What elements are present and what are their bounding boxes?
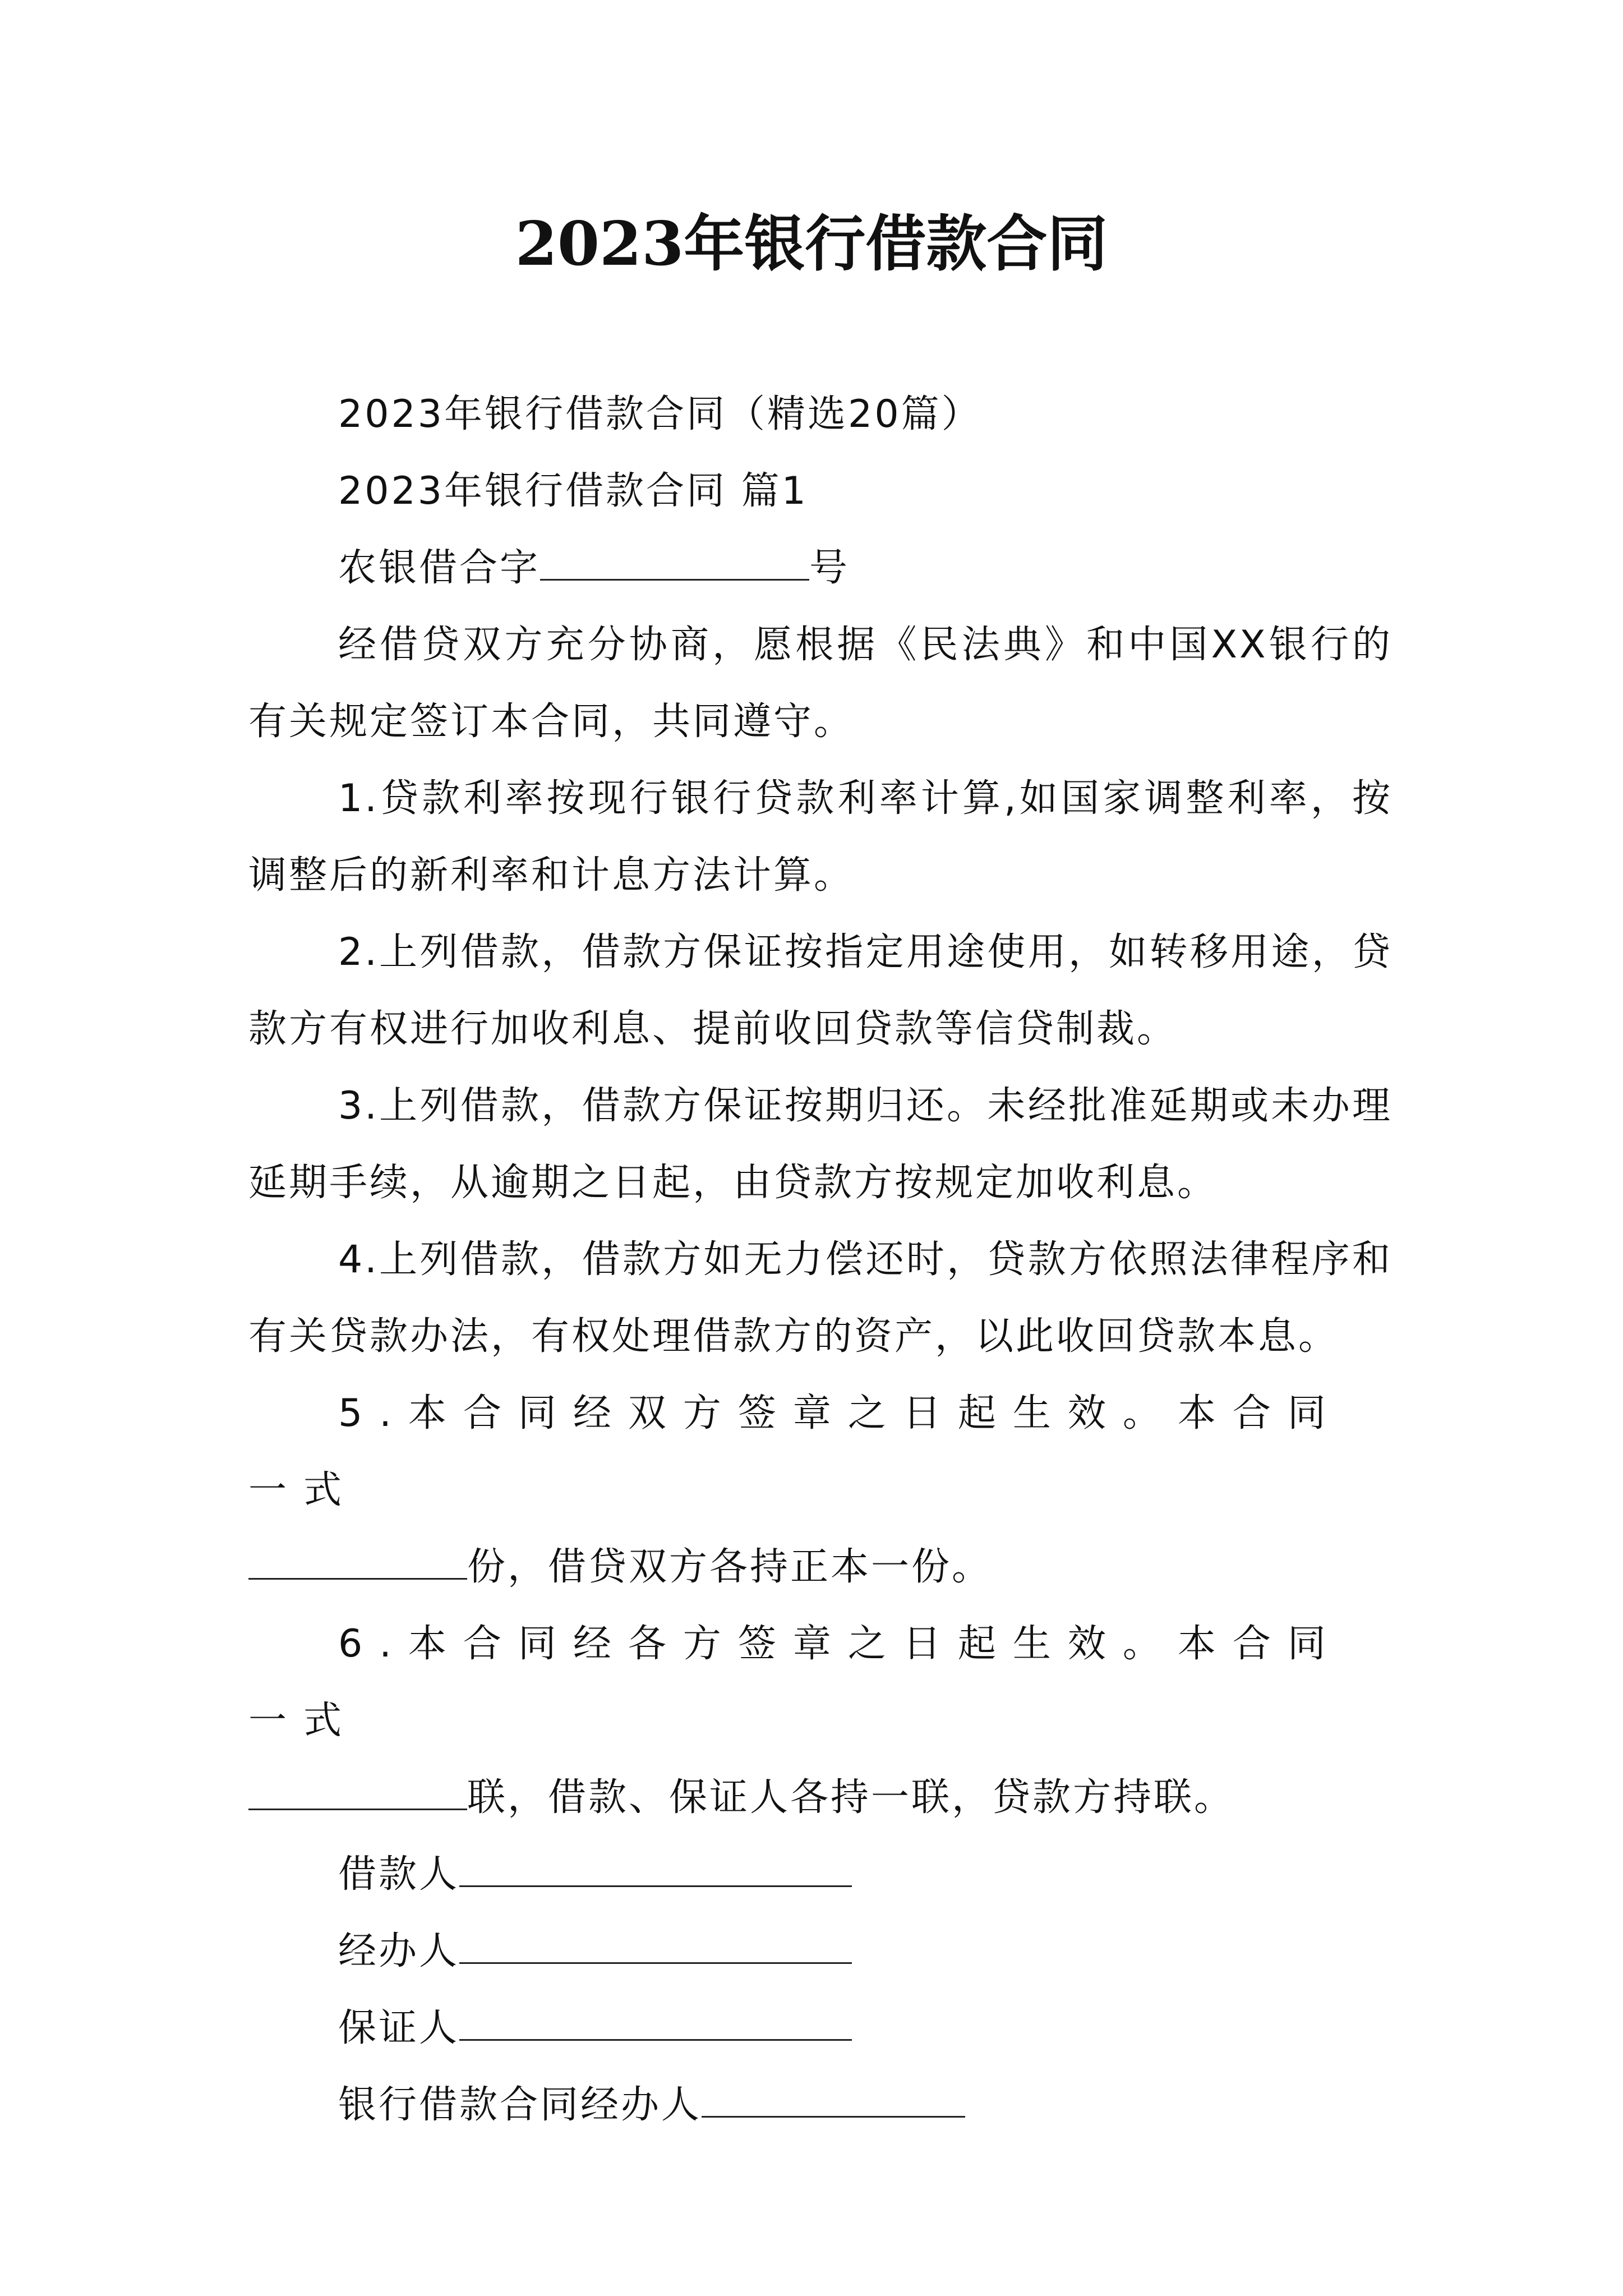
bank-handler-label: 银行借款合同经办人 <box>338 2083 702 2127</box>
bank-handler-blank <box>702 2082 965 2118</box>
borrower-label: 借款人 <box>338 1852 460 1897</box>
contract-number-suffix: 号 <box>809 546 850 590</box>
contract-number-blank <box>540 545 809 581</box>
borrower-blank <box>459 1852 852 1887</box>
borrower-line <box>248 1836 1393 1913</box>
part-heading: 2023年银行借款合同 篇1 <box>338 469 808 513</box>
clause-6-head: 6.本合同经各方签章之日起生效。本合同一式 <box>248 1622 1343 1743</box>
contract-number-prefix: 农银借合字 <box>338 546 541 590</box>
clause-5-copies-blank <box>248 1544 467 1580</box>
bank-handler-line <box>248 2067 1393 2143</box>
clause-6-tail: 联，借款、保证人各持一联，贷款方持联。 <box>467 1775 1235 1820</box>
clause-4: 4.上列借款，借款方如无力偿还时，贷款方依照法律程序和有关贷款办法，有权处理借款方的资产，以此收回贷款本息。 <box>248 1237 1393 1359</box>
clause-5-tail-line <box>248 1529 1393 1605</box>
handler-blank <box>459 1929 852 1964</box>
clause-5-head: 5.本合同经双方签章之日起生效。本合同一式 <box>248 1391 1343 1512</box>
document-title: 2023年银行借款合同 <box>515 209 1108 279</box>
clause-6-tail-line <box>248 1759 1393 1836</box>
guarantor-label: 保证人 <box>338 2006 460 2050</box>
guarantor-line <box>248 1990 1393 2067</box>
guarantor-blank <box>459 2005 852 2041</box>
clause-1: 1.贷款利率按现行银行贷款利率计算,如国家调整利率，按调整后的新利率和计息方法计算。 <box>248 776 1393 898</box>
clause-2: 2.上列借款，借款方保证按指定用途使用，如转移用途，贷款方有权进行加收利息、提前收回贷款等信贷制裁。 <box>248 930 1393 1051</box>
clause-6-copies-blank <box>248 1775 467 1810</box>
document-body <box>248 376 1393 2143</box>
contract-number-line <box>248 530 1393 606</box>
handler-label: 经办人 <box>338 1929 460 1973</box>
subtitle-line: 2023年银行借款合同（精选20篇） <box>338 392 982 436</box>
clause-5-tail: 份，借贷双方各持正本一份。 <box>467 1545 993 1589</box>
intro-paragraph: 经借贷双方充分协商，愿根据《民法典》和中国XX银行的有关规定签订本合同，共同遵守。 <box>248 623 1393 744</box>
handler-line <box>248 1913 1393 1990</box>
clause-3: 3.上列借款，借款方保证按期归还。未经批准延期或未办理延期手续，从逾期之日起，由贷款方按规定加收利息。 <box>248 1084 1393 1205</box>
